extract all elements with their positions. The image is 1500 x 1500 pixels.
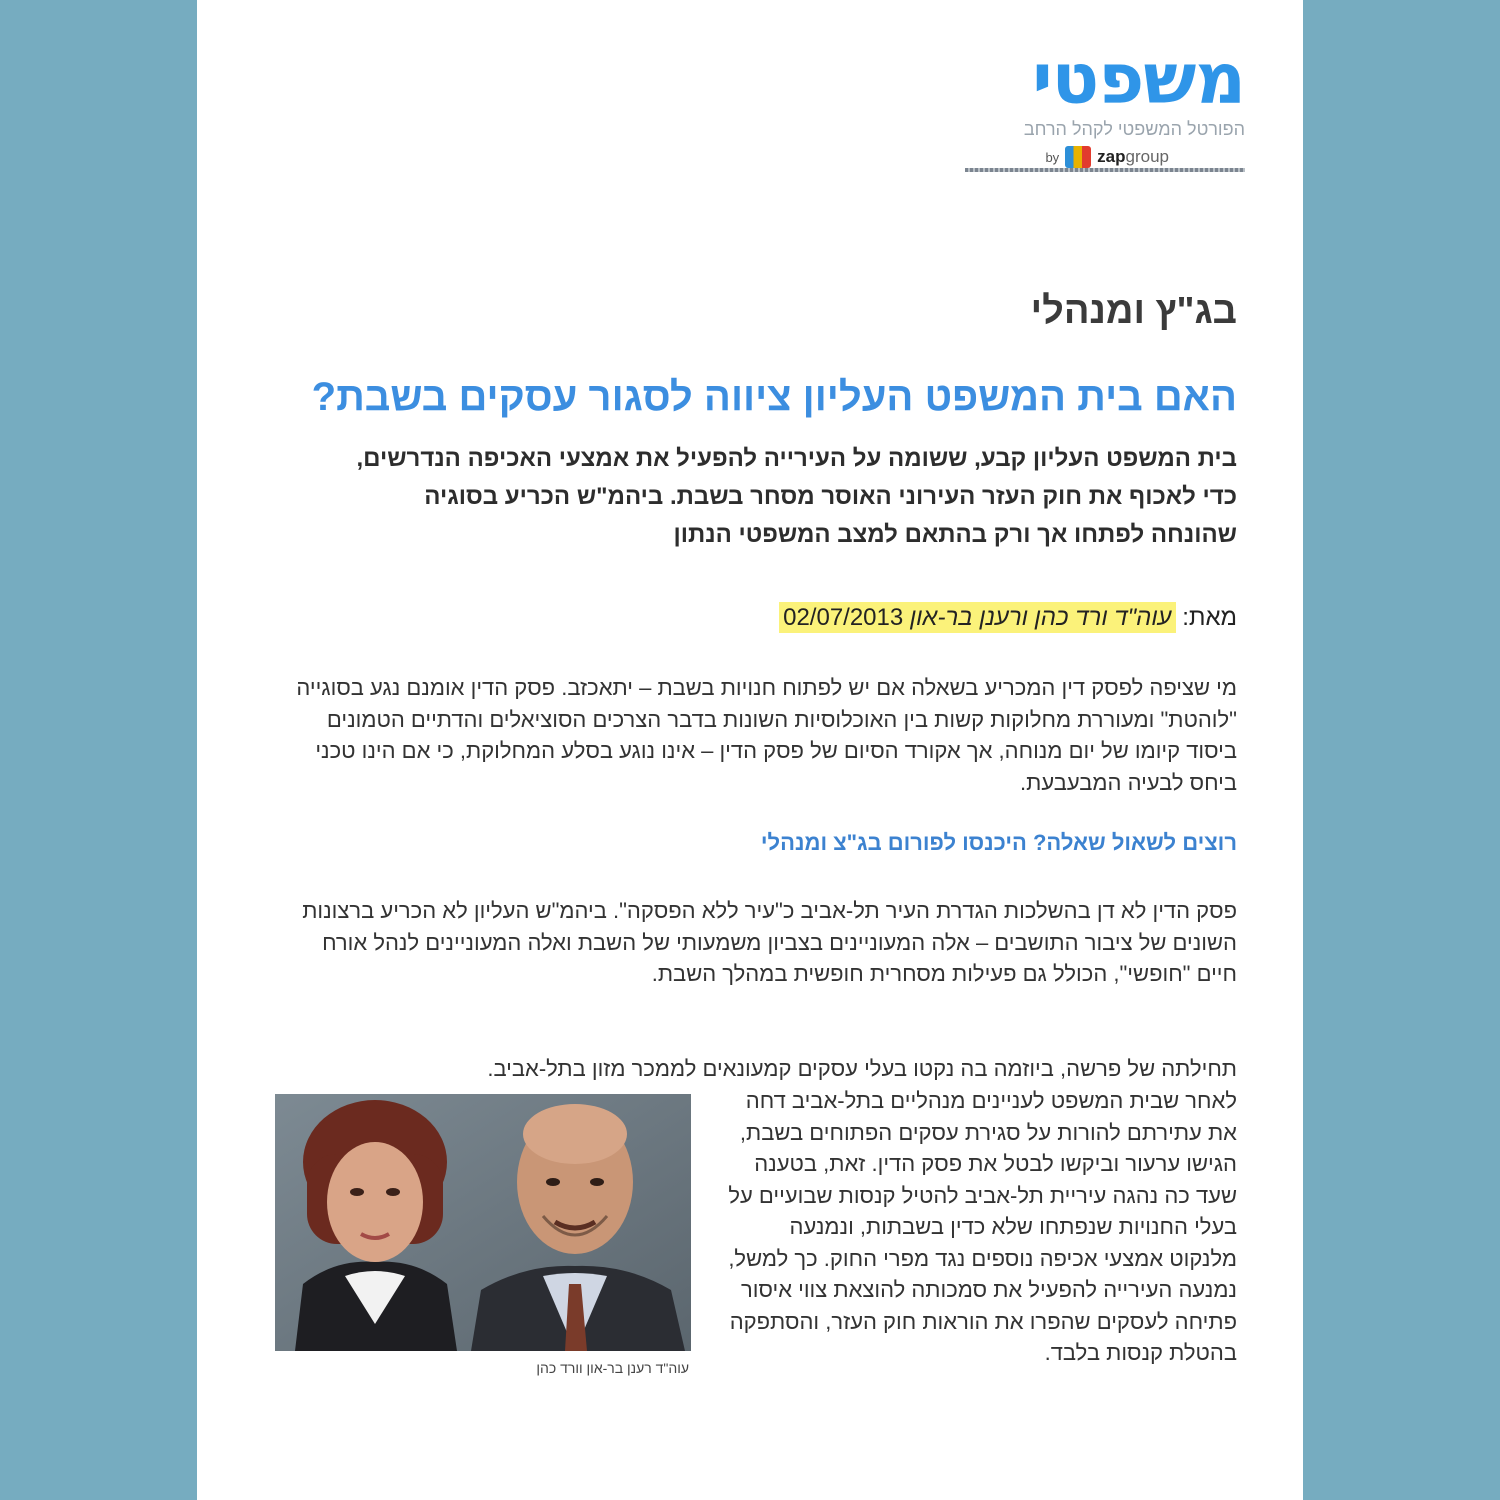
brand-name xyxy=(1097,147,1169,167)
paragraph-3-intro: תחילתה של פרשה, ביוזמה בה נקטו בעלי עסקים קמעונאים לממכר מזון בתל-אביב. xyxy=(487,1056,1237,1081)
logo-byline xyxy=(965,146,1245,168)
logo-tagline: הפורטל המשפטי לקהל הרחב xyxy=(1023,119,1245,139)
paragraph-1: מי שציפה לפסק דין המכריע בשאלה אם יש לפתוח חנויות בשבת – יתאכזב. פסק הדין אומנם נגע בסוגייה "לוהטת" ומעוררת מחלוקות קשות בין האוכלוסיות השונות בדבר הצרכים הסוציאלים והדתיים הטמונים ביסוד קיומו של יום מנוחה, אך אקורד הסיום של פסק הדין – אינו נוגע בסלע המחלוקת, כי אם הינו טכני ביחס לבעיה המבעבעת. xyxy=(296,675,1237,795)
forum-link[interactable]: רוצים לשאול שאלה? היכנסו לפורום בג"צ ומנהלי xyxy=(760,830,1237,855)
article-lead: בית המשפט העליון קבע, ששומה על העירייה להפעיל את אמצעי האכיפה הנדרשים, כדי לאכוף את חוק העזר העירוני האוסר מסחר בשבת. ביהמ"ש הכריע בסוגיה שהונחה לפתחו אך ורק בהתאם למצב המשפטי הנתון xyxy=(356,445,1237,548)
article-headline: האם בית המשפט העליון ציווה לסגור עסקים בשבת? xyxy=(311,375,1237,419)
document-page xyxy=(197,0,1303,1500)
byline-highlight xyxy=(779,602,1175,633)
photo-caption: עוה"ד רענן בר-און וורד כהן xyxy=(536,1360,689,1376)
zap-group-logo-icon xyxy=(1065,146,1091,168)
byline-label: מאת: xyxy=(1182,604,1237,631)
brand-light: group xyxy=(1125,147,1169,166)
paragraph-2: פסק הדין לא דן בהשלכות הגדרת העיר תל-אביב כ"עיר ללא הפסקה". ביהמ"ש העליון לא הכריע ברצונות השונים של ציבור התושבים – אלה המעוניינים בצביון משמעותי של השבת ואלה המעוניינים לנהל אורח חיים "חופשי", הכולל גם פעילות מסחרית חופשית במהלך השבת. xyxy=(302,898,1237,986)
byline-authors[interactable]: עוה"ד ורד כהן ורענן בר-און xyxy=(909,604,1172,631)
paragraph-3-body: לאחר שבית המשפט לעניינים מנהליים בתל-אביב דחה את עתירתם להורות על סגירת עסקים הפתוחים בשבת, הגישו ערעור וביקשו לבטל את פסק הדין. זאת, בטענה שעד כה נהגה עיריית תל-אביב להטיל קנסות שבועיים על בעלי החנויות שנפתחו שלא כדין בשבתות, ונמנעה מלנקוט אמצעי אכיפה נוספים נגד מפרי החוק. כך למשל, נמנעה העירייה להפעיל את סמכותה להוצאת צווי איסור פתיחה לעסקים שהפרו את הוראות חוק העזר, והסתפקה בהטלת קנסות בלבד. xyxy=(728,1088,1237,1365)
section-title: בג"ץ ומנהלי xyxy=(1030,290,1237,332)
brand-bold: zap xyxy=(1097,147,1126,166)
logo-divider xyxy=(965,168,1245,172)
authors-photo xyxy=(275,1094,691,1351)
logo-by-text: by xyxy=(1045,149,1060,165)
site-logo[interactable] xyxy=(965,38,1245,172)
byline-date: 02/07/2013 xyxy=(783,604,904,631)
authors-photo-image xyxy=(275,1094,691,1351)
logo-wordmark: משפטי xyxy=(1032,38,1245,120)
article-byline xyxy=(779,604,1237,632)
